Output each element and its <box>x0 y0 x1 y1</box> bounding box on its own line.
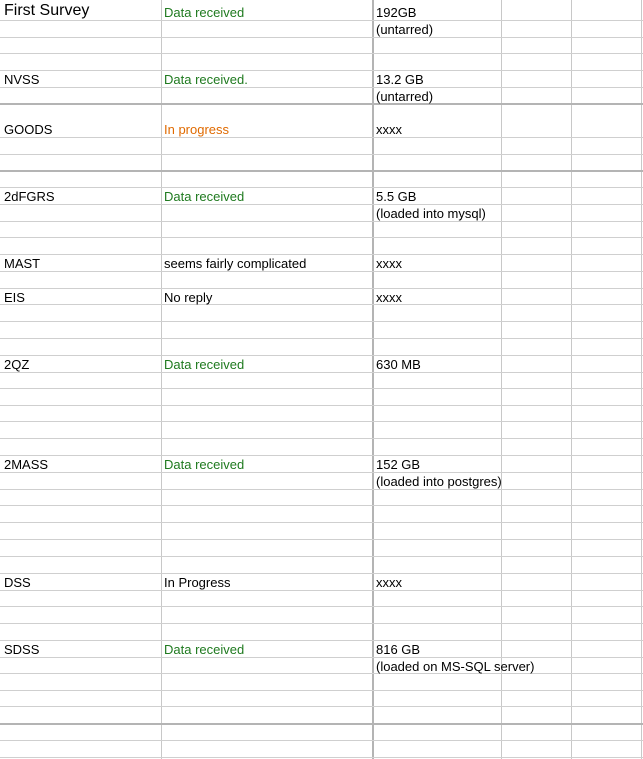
section-divider <box>0 103 643 105</box>
row-divider <box>0 254 643 255</box>
row-divider <box>0 623 643 624</box>
survey-size[interactable]: xxxx <box>376 122 402 137</box>
survey-size[interactable]: 5.5 GB <box>376 189 417 204</box>
row-divider <box>0 304 643 305</box>
row-divider <box>0 640 643 641</box>
section-divider <box>0 170 643 172</box>
row-divider <box>0 338 643 339</box>
row-divider <box>0 204 643 205</box>
survey-size[interactable]: xxxx <box>376 256 402 271</box>
survey-size[interactable]: 13.2 GB <box>376 72 424 87</box>
column-divider <box>501 0 502 759</box>
row-divider <box>0 539 643 540</box>
survey-name[interactable]: 2MASS <box>4 457 49 472</box>
row-divider <box>0 321 643 322</box>
survey-name[interactable]: SDSS <box>4 642 40 657</box>
row-divider <box>0 388 643 389</box>
survey-status[interactable]: Data received <box>164 457 245 472</box>
survey-name[interactable]: GOODS <box>4 122 53 137</box>
row-divider <box>0 505 643 506</box>
survey-status[interactable]: No reply <box>164 290 213 305</box>
survey-note[interactable]: (loaded into postgres) <box>376 474 502 489</box>
survey-name[interactable]: EIS <box>4 290 25 305</box>
survey-note[interactable]: (loaded into mysql) <box>376 206 486 221</box>
row-divider <box>0 590 643 591</box>
column-divider <box>372 0 374 759</box>
row-divider <box>0 372 643 373</box>
row-divider <box>0 37 643 38</box>
survey-status[interactable]: Data received <box>164 189 245 204</box>
row-divider <box>0 740 643 741</box>
survey-name[interactable]: NVSS <box>4 72 40 87</box>
row-divider <box>0 657 643 658</box>
survey-status[interactable]: In Progress <box>164 575 231 590</box>
survey-size[interactable]: 152 GB <box>376 457 421 472</box>
row-divider <box>0 573 643 574</box>
survey-name[interactable]: First Survey <box>4 2 90 19</box>
row-divider <box>0 271 643 272</box>
row-divider <box>0 405 643 406</box>
row-divider <box>0 757 643 758</box>
row-divider <box>0 489 643 490</box>
survey-status[interactable]: seems fairly complicated <box>164 256 307 271</box>
row-divider <box>0 706 643 707</box>
row-divider <box>0 438 643 439</box>
row-divider <box>0 187 643 188</box>
survey-name[interactable]: 2QZ <box>4 357 30 372</box>
survey-name[interactable]: 2dFGRS <box>4 189 55 204</box>
survey-size[interactable]: 630 MB <box>376 357 421 372</box>
survey-name[interactable]: DSS <box>4 575 31 590</box>
survey-note[interactable]: (loaded on MS-SQL server) <box>376 659 535 674</box>
survey-note[interactable]: (untarred) <box>376 89 434 104</box>
row-divider <box>0 137 643 138</box>
row-divider <box>0 53 643 54</box>
survey-status[interactable]: Data received <box>164 357 245 372</box>
row-divider <box>0 522 643 523</box>
row-divider <box>0 421 643 422</box>
column-divider <box>571 0 572 759</box>
survey-name[interactable]: MAST <box>4 256 41 271</box>
section-divider <box>0 723 643 725</box>
survey-status[interactable]: Data received. <box>164 72 248 87</box>
row-divider <box>0 690 643 691</box>
column-divider <box>641 0 642 759</box>
row-divider <box>0 288 643 289</box>
row-divider <box>0 556 643 557</box>
survey-size[interactable]: 192GB <box>376 5 417 20</box>
survey-size[interactable]: xxxx <box>376 575 402 590</box>
row-divider <box>0 70 643 71</box>
row-divider <box>0 472 643 473</box>
row-divider <box>0 20 643 21</box>
survey-status[interactable]: Data received <box>164 5 245 20</box>
survey-note[interactable]: (untarred) <box>376 22 434 37</box>
row-divider <box>0 673 643 674</box>
survey-status[interactable]: In progress <box>164 122 230 137</box>
row-divider <box>0 237 643 238</box>
row-divider <box>0 221 643 222</box>
survey-status[interactable]: Data received <box>164 642 245 657</box>
survey-size[interactable]: 816 GB <box>376 642 421 657</box>
survey-size[interactable]: xxxx <box>376 290 402 305</box>
row-divider <box>0 355 643 356</box>
row-divider <box>0 154 643 155</box>
row-divider <box>0 87 643 88</box>
row-divider <box>0 455 643 456</box>
column-divider <box>161 0 162 759</box>
row-divider <box>0 606 643 607</box>
